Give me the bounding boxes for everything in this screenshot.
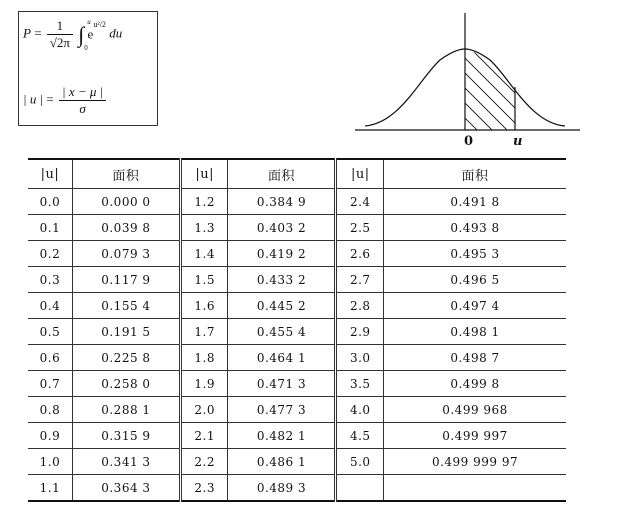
header-u-2: |u| — [180, 159, 228, 189]
exponential-term — [87, 20, 106, 42]
table-cell: 0.155 4 — [72, 293, 180, 319]
table-cell: 1.3 — [180, 215, 228, 241]
standardization-fraction — [59, 84, 106, 117]
normal-distribution-table — [28, 158, 566, 502]
table-row — [28, 475, 566, 502]
shaded-area-hatch — [455, 8, 535, 153]
formula-box — [18, 11, 158, 126]
table-cell: 3.0 — [336, 345, 384, 371]
table-cell: 4.0 — [336, 397, 384, 423]
table-cell: 0.486 1 — [228, 449, 336, 475]
normalizing-fraction — [47, 18, 73, 51]
table-cell: 0.384 9 — [228, 189, 336, 215]
table-cell: 0.498 7 — [384, 345, 566, 371]
table-cell: 0.433 2 — [228, 267, 336, 293]
table-row — [28, 215, 566, 241]
table-header-row — [28, 159, 566, 189]
table-row — [28, 423, 566, 449]
exponent: u²/2 — [93, 20, 106, 30]
table-cell: 2.4 — [336, 189, 384, 215]
table-cell: 0.0 — [28, 189, 72, 215]
sigma-symbol: σ — [79, 101, 86, 116]
table-cell: 1.9 — [180, 371, 228, 397]
table-row — [28, 371, 566, 397]
table-cell: 1.5 — [180, 267, 228, 293]
table-cell: 0.495 3 — [384, 241, 566, 267]
table-cell: 0.8 — [28, 397, 72, 423]
table-cell: 1.4 — [180, 241, 228, 267]
equals-sign-2: = — [46, 91, 54, 107]
table-cell: 0.191 5 — [72, 319, 180, 345]
table-cell: 0.419 2 — [228, 241, 336, 267]
table-cell: 1.6 — [180, 293, 228, 319]
p-symbol: P — [23, 25, 31, 41]
table-cell: 0.496 5 — [384, 267, 566, 293]
table-cell: 0.445 2 — [228, 293, 336, 319]
table-cell: 0.482 1 — [228, 423, 336, 449]
table-row — [28, 267, 566, 293]
table-cell: 0.9 — [28, 423, 72, 449]
header-area-2: 面积 — [228, 159, 336, 189]
table-cell: 2.8 — [336, 293, 384, 319]
table-cell: 1.8 — [180, 345, 228, 371]
table-cell: 0.499 8 — [384, 371, 566, 397]
fraction-numerator: 1 — [47, 18, 73, 35]
table-cell: 0.5 — [28, 319, 72, 345]
table-cell: 0.499 999 97 — [384, 449, 566, 475]
table-cell: 0.7 — [28, 371, 72, 397]
integral-sign: ∫ u 0 — [78, 17, 91, 52]
axis-label-u: u — [513, 134, 523, 149]
abs-u: | u | — [23, 91, 44, 107]
fraction-denominator: √2π — [49, 35, 70, 50]
integral-lower-limit: 0 — [84, 43, 88, 52]
table-cell: 0.039 8 — [72, 215, 180, 241]
table-cell: 0.3 — [28, 267, 72, 293]
table-cell: 2.9 — [336, 319, 384, 345]
table-cell: 0.498 1 — [384, 319, 566, 345]
table-cell: 2.2 — [180, 449, 228, 475]
table-cell: 5.0 — [336, 449, 384, 475]
table-cell: 0.1 — [28, 215, 72, 241]
table-cell: 1.2 — [180, 189, 228, 215]
table-row — [28, 449, 566, 475]
table-cell: 0.315 9 — [72, 423, 180, 449]
header-u-1: |u| — [28, 159, 72, 189]
table-cell: 2.3 — [180, 475, 228, 502]
table-row — [28, 241, 566, 267]
table-cell: 0.6 — [28, 345, 72, 371]
table-cell: 1.7 — [180, 319, 228, 345]
table-cell: 1.0 — [28, 449, 72, 475]
integral-upper-limit: u — [87, 17, 91, 26]
table-cell: 0.471 3 — [228, 371, 336, 397]
axis-label-zero: 0 — [464, 134, 474, 149]
table-cell: 0.225 8 — [72, 345, 180, 371]
table-cell: 0.2 — [28, 241, 72, 267]
table-cell: 2.6 — [336, 241, 384, 267]
table-row — [28, 345, 566, 371]
table-cell: 0.403 2 — [228, 215, 336, 241]
table-row — [28, 293, 566, 319]
table-row — [28, 189, 566, 215]
table-cell: 0.493 8 — [384, 215, 566, 241]
differential: du — [109, 25, 123, 41]
table-cell — [336, 475, 384, 502]
table-cell: 0.364 3 — [72, 475, 180, 502]
table-cell: 3.5 — [336, 371, 384, 397]
table-cell: 2.0 — [180, 397, 228, 423]
equals-sign: = — [34, 25, 42, 41]
header-area-3: 面积 — [384, 159, 566, 189]
e-symbol: e — [87, 26, 94, 42]
table-cell: 0.4 — [28, 293, 72, 319]
table-cell — [384, 475, 566, 502]
table-cell: 0.341 3 — [72, 449, 180, 475]
standardization-formula — [23, 84, 108, 117]
table-cell: 1.1 — [28, 475, 72, 502]
table-cell: 0.499 968 — [384, 397, 566, 423]
table-cell: 0.489 3 — [228, 475, 336, 502]
table-cell: 0.491 8 — [384, 189, 566, 215]
table-cell: 0.079 3 — [72, 241, 180, 267]
table-cell: 0.258 0 — [72, 371, 180, 397]
table-row — [28, 319, 566, 345]
table-cell: 0.499 997 — [384, 423, 566, 449]
table-cell: 0.000 0 — [72, 189, 180, 215]
table-cell: 0.464 1 — [228, 345, 336, 371]
table-cell: 0.477 3 — [228, 397, 336, 423]
table-cell: 2.5 — [336, 215, 384, 241]
table-cell: 2.1 — [180, 423, 228, 449]
probability-formula — [23, 18, 153, 51]
table-cell: 4.5 — [336, 423, 384, 449]
table-cell: 0.455 4 — [228, 319, 336, 345]
table-cell: 0.497 4 — [384, 293, 566, 319]
table-cell: 0.117 9 — [72, 267, 180, 293]
table-cell: 2.7 — [336, 267, 384, 293]
normal-curve-figure — [355, 8, 605, 153]
header-u-3: |u| — [336, 159, 384, 189]
table-cell: 0.288 1 — [72, 397, 180, 423]
table-row — [28, 397, 566, 423]
x-minus-mu: | x − μ | — [59, 84, 106, 101]
header-area-1: 面积 — [72, 159, 180, 189]
